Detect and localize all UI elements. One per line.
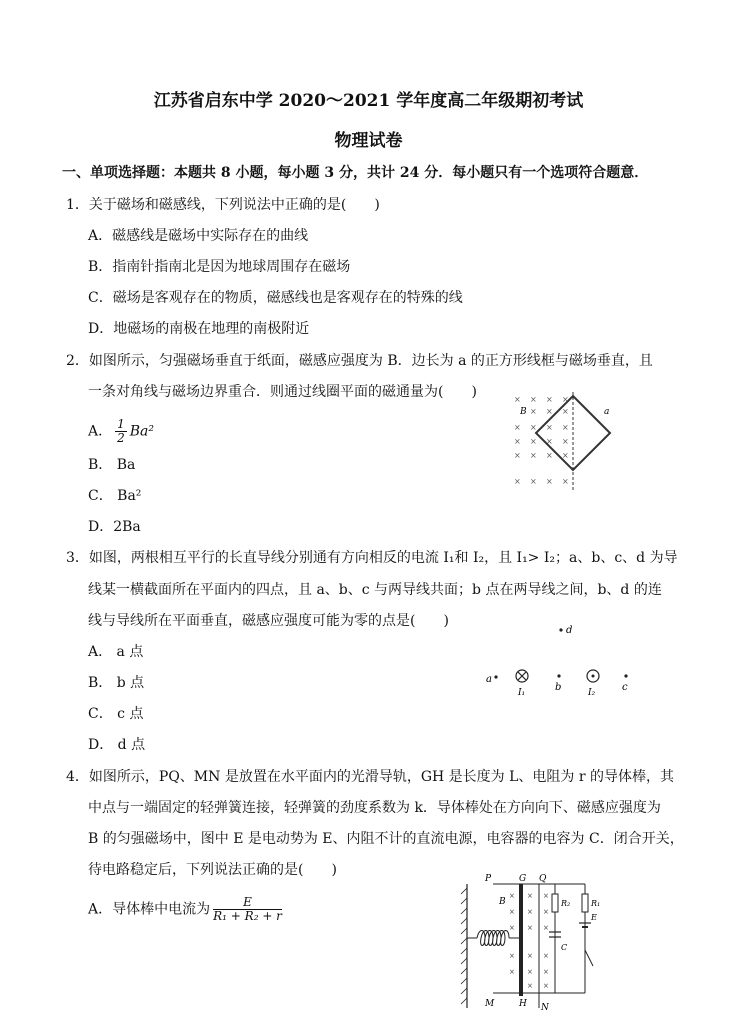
label-p: P <box>485 874 492 884</box>
svg-text:×: × <box>543 892 549 900</box>
svg-text:×: × <box>543 924 549 932</box>
svg-text:×: × <box>530 395 537 404</box>
switch-lever <box>585 950 593 966</box>
label-n: N <box>541 1003 549 1013</box>
wire-i1-into-page-icon <box>516 670 528 682</box>
svg-text:×: × <box>562 423 569 432</box>
svg-text:×: × <box>514 477 521 486</box>
label-m: M <box>485 999 495 1009</box>
q4-stem-line2: 中点与一端固定的轻弹簧连接，轻弹簧的劲度系数为 k．导体棒处在方向向下、磁感应强度为 <box>88 800 661 816</box>
q2-option-c: C． Ba² <box>88 488 142 504</box>
q3-figure <box>480 618 640 698</box>
label-q: Q <box>539 874 547 884</box>
resistor-r2 <box>552 894 558 912</box>
q1-option-b: B．指南针指南北是因为地球周围存在磁场 <box>88 259 351 275</box>
side-label-a: a <box>604 407 610 417</box>
label-c: c <box>622 682 628 693</box>
label-d: d <box>566 625 573 636</box>
section-heading: 一、单项选择题：本题共 8 小题，每小题 3 分，共计 24 分．每小题只有一个选项符合题意． <box>62 165 649 181</box>
svg-text:×: × <box>527 892 533 900</box>
q3-option-b: B． b 点 <box>88 675 145 691</box>
label-h: H <box>519 999 527 1009</box>
point-b <box>557 674 560 677</box>
q2-option-a-prefix: A． <box>88 423 113 440</box>
svg-text:×: × <box>527 908 533 916</box>
svg-text:×: × <box>543 908 549 916</box>
fraction-numerator: 1 <box>117 417 125 431</box>
svg-text:×: × <box>562 395 569 404</box>
label-r1: R₁ <box>591 899 601 908</box>
spring-coil <box>477 931 509 946</box>
q3-stem-line1: 3．如图，两根相互平行的长直导线分别通有方向相反的电流 I₁和 I₂，且 I₁> I₂；a、b、c、d 为导 <box>66 550 678 566</box>
q3-option-d: D． d 点 <box>88 737 146 753</box>
q2-option-a-fraction <box>115 418 127 445</box>
svg-text:×: × <box>562 407 569 416</box>
q4-figure <box>455 868 615 1018</box>
q2-stem-line1: 2．如图所示，匀强磁场垂直于纸面，磁感应强度为 B．边长为 a 的正方形线框与磁场垂直，且 <box>66 353 653 369</box>
svg-text:×: × <box>527 924 533 932</box>
svg-text:×: × <box>514 423 521 432</box>
svg-text:×: × <box>562 477 569 486</box>
q2-option-b: B． Ba <box>88 457 136 473</box>
svg-text:×: × <box>527 982 533 990</box>
q3-option-c: C． c 点 <box>88 706 144 722</box>
q1-stem: 1．关于磁场和磁感线，下列说法中正确的是( ) <box>66 197 380 213</box>
resistor-r1 <box>582 894 588 912</box>
svg-text:×: × <box>562 451 569 460</box>
field-label-b: B <box>520 407 527 417</box>
q2-option-a <box>88 418 154 445</box>
svg-text:×: × <box>546 407 553 416</box>
svg-text:×: × <box>509 908 515 916</box>
svg-text:×: × <box>509 924 515 932</box>
svg-text:×: × <box>546 395 553 404</box>
point-c <box>624 674 627 677</box>
q3-stem-line3: 线与导线所在平面垂直，磁感应强度可能为零的点是( ) <box>88 613 449 629</box>
label-e: E <box>591 913 597 922</box>
svg-text:×: × <box>527 952 533 960</box>
q4-stem-line1: 4．如图所示，PQ、MN 是放置在水平面内的光滑导轨，GH 是长度为 L、电阻为 r 的导体棒，其 <box>66 769 675 785</box>
q1-option-a: A．磁感线是磁场中实际存在的曲线 <box>88 228 309 244</box>
label-g: G <box>519 874 527 884</box>
svg-text:×: × <box>543 952 549 960</box>
q4-option-a-fraction <box>213 896 282 923</box>
svg-text:×: × <box>530 451 537 460</box>
fraction-numerator: E <box>213 896 282 910</box>
svg-text:×: × <box>562 437 569 446</box>
label-i1: I₁ <box>518 688 526 698</box>
svg-text:×: × <box>527 968 533 976</box>
q2-stem-line2: 一条对角线与磁场边界重合．则通过线圈平面的磁通量为( ) <box>88 384 477 400</box>
q2-option-d: D．2Ba <box>88 519 141 535</box>
label-r2: R₂ <box>561 899 571 908</box>
label-c: C <box>561 943 568 952</box>
q3-stem-line2: 线某一横截面所在平面内的四点，且 a、b、c 与两导线共面；b 点在两导线之间，b、d 的连 <box>88 582 662 598</box>
wall-hatching <box>461 888 467 1004</box>
label-b-field: B <box>499 897 506 907</box>
label-a: a <box>486 674 492 685</box>
point-d <box>559 628 562 631</box>
fraction-denominator: R₁ + R₂ + r <box>213 909 282 923</box>
point-a <box>494 675 497 678</box>
svg-text:×: × <box>514 437 521 446</box>
svg-text:×: × <box>546 437 553 446</box>
q4-field-crosses <box>509 892 549 990</box>
svg-text:×: × <box>543 982 549 990</box>
svg-text:×: × <box>530 407 537 416</box>
svg-text:×: × <box>509 952 515 960</box>
wire-i2-out-of-page-icon <box>587 670 599 682</box>
svg-text:×: × <box>530 437 537 446</box>
exam-subtitle: 物理试卷 <box>334 131 403 151</box>
fraction-denominator: 2 <box>117 431 125 445</box>
svg-text:×: × <box>530 477 537 486</box>
label-i2: I₂ <box>588 688 596 698</box>
q4-stem-line4: 待电路稳定后，下列说法正确的是( ) <box>88 862 337 878</box>
svg-text:×: × <box>514 395 521 404</box>
q4-option-a <box>88 896 285 923</box>
svg-text:×: × <box>546 423 553 432</box>
exam-title: 江苏省启东中学 2020～2021 学年度高二年级期初考试 <box>153 91 584 111</box>
svg-text:×: × <box>530 423 537 432</box>
q2-figure <box>500 388 630 493</box>
q1-option-d: D．地磁场的南极在地理的南极附近 <box>88 321 310 337</box>
q2-option-a-rest: Ba² <box>129 423 155 440</box>
svg-text:×: × <box>514 451 521 460</box>
label-b: b <box>555 682 562 693</box>
svg-text:×: × <box>543 968 549 976</box>
svg-text:×: × <box>546 451 553 460</box>
svg-text:×: × <box>509 968 515 976</box>
q1-option-c: C．磁场是客观存在的物质，磁感线也是客观存在的特殊的线 <box>88 290 463 306</box>
q3-option-a: A． a 点 <box>88 644 144 660</box>
conductor-rod-gh <box>519 884 523 996</box>
q4-option-a-prefix: A．导体棒中电流为 <box>88 901 211 918</box>
svg-text:×: × <box>509 892 515 900</box>
q4-stem-line3: B 的匀强磁场中，图中 E 是电动势为 E、内阻不计的直流电源，电容器的电容为 C．闭合开关， <box>88 831 684 847</box>
svg-text:×: × <box>546 477 553 486</box>
